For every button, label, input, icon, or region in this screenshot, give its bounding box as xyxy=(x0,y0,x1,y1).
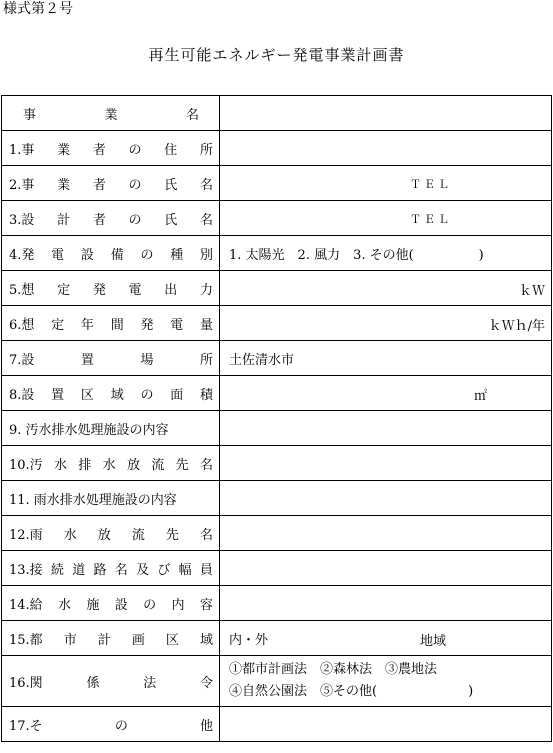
field-label xyxy=(2,621,220,656)
field-label xyxy=(2,131,220,166)
field-value[interactable] xyxy=(220,341,552,376)
label-text: 10.汚 xyxy=(9,457,43,473)
label-text: 11. 雨水排水処理施設の内容 xyxy=(9,492,177,508)
label-text: 水 xyxy=(54,457,68,473)
field-value[interactable] xyxy=(220,271,552,306)
field-value[interactable] xyxy=(220,516,552,551)
label-text: 放 xyxy=(126,457,140,473)
plan-form-table xyxy=(1,95,552,742)
label-text: 先 xyxy=(165,527,179,543)
form-row xyxy=(2,271,552,306)
label-text: 員 xyxy=(199,562,213,578)
field-value[interactable] xyxy=(220,306,552,341)
field-label xyxy=(2,551,220,586)
form-row xyxy=(2,446,552,481)
label-text: 計 xyxy=(97,632,111,648)
field-value[interactable] xyxy=(220,411,552,446)
field-value[interactable] xyxy=(220,551,552,586)
label-text: 画 xyxy=(131,632,145,648)
label-text: 施 xyxy=(86,597,100,613)
label-text: 名 xyxy=(199,457,213,473)
label-text: 名 xyxy=(199,212,213,228)
form-row xyxy=(2,376,552,411)
field-label xyxy=(2,516,220,551)
field-value[interactable] xyxy=(220,376,552,411)
label-text: 出 xyxy=(164,282,178,298)
label-text: 所 xyxy=(199,352,213,368)
label-text: 区 xyxy=(80,387,94,403)
label-text: 名 xyxy=(199,527,213,543)
label-text: 設 xyxy=(114,597,128,613)
field-value[interactable] xyxy=(220,201,552,236)
form-row xyxy=(2,586,552,621)
label-text: 電 xyxy=(128,282,142,298)
label-text: 流 xyxy=(131,527,145,543)
label-text: 発 xyxy=(92,282,106,298)
field-label xyxy=(2,446,220,481)
label-text: 13.接 xyxy=(9,562,43,578)
label-text: 水 xyxy=(102,457,116,473)
label-text: 間 xyxy=(110,317,124,333)
label-text: の xyxy=(128,177,142,193)
form-row xyxy=(2,96,552,131)
label-text: 名 xyxy=(114,562,128,578)
label-text: 他 xyxy=(199,718,213,734)
field-label xyxy=(2,271,220,306)
label-text: 4.発 xyxy=(9,247,35,263)
label-text: 業 xyxy=(57,142,71,158)
label-text: 氏 xyxy=(164,177,178,193)
label-text: 7.設 xyxy=(9,352,35,368)
label-text: 容 xyxy=(199,597,213,613)
label-text: 1.事 xyxy=(9,142,35,158)
tel-label: ＴＥＬ xyxy=(410,213,452,226)
field-value[interactable] xyxy=(220,621,552,656)
label-text: 及 xyxy=(136,562,150,578)
unit-label: ｋＷ xyxy=(518,284,545,299)
form-row xyxy=(2,707,552,742)
label-text: 水 xyxy=(63,527,77,543)
form-row xyxy=(2,166,552,201)
label-text: 9. 汚水排水処理施設の内容 xyxy=(9,422,169,438)
label-text: 令 xyxy=(199,675,213,691)
field-value[interactable] xyxy=(220,707,552,742)
field-label xyxy=(2,481,220,516)
label-text: 置 xyxy=(51,387,65,403)
label-text: 係 xyxy=(86,675,100,691)
label-text: 住 xyxy=(164,142,178,158)
label-text: 力 xyxy=(199,282,213,298)
label-text: 年 xyxy=(80,317,94,333)
label-text: 市 xyxy=(63,632,77,648)
label-text: 設 xyxy=(80,247,94,263)
field-value[interactable] xyxy=(220,586,552,621)
label-text: 積 xyxy=(199,387,213,403)
field-label xyxy=(2,586,220,621)
label-text: の xyxy=(140,387,154,403)
label-text: 14.給 xyxy=(9,597,43,613)
field-value[interactable] xyxy=(220,166,552,201)
form-row xyxy=(2,551,552,586)
field-label xyxy=(2,656,220,707)
label-text: 名 xyxy=(199,177,213,193)
label-text: 氏 xyxy=(164,212,178,228)
field-value[interactable] xyxy=(220,236,552,271)
label-text: 内 xyxy=(171,597,185,613)
unit-label: ｋＷｈ/年 xyxy=(488,319,545,334)
label-text: 備 xyxy=(110,247,124,263)
label-text: 置 xyxy=(80,352,94,368)
field-value[interactable] xyxy=(220,656,552,707)
label-text: 域 xyxy=(199,632,213,648)
label-text: 流 xyxy=(151,457,165,473)
label-text: 17.そ xyxy=(9,718,43,734)
label-text: 者 xyxy=(92,142,106,158)
form-row xyxy=(2,621,552,656)
label-text: 域 xyxy=(110,387,124,403)
label-text: 定 xyxy=(51,317,65,333)
label-text: 続 xyxy=(50,562,64,578)
form-row xyxy=(2,656,552,707)
label-text: 先 xyxy=(175,457,189,473)
law-options-line: ④自然公園法 ⑤その他( ) xyxy=(229,684,474,699)
form-row xyxy=(2,411,552,446)
label-text: 電 xyxy=(51,247,65,263)
field-label xyxy=(2,236,220,271)
form-row xyxy=(2,481,552,516)
label-text: 種 xyxy=(170,247,184,263)
law-options-line: ①都市計画法 ②森林法 ③農地法 xyxy=(229,662,438,677)
area-suffix: 地域 xyxy=(420,634,447,649)
field-label xyxy=(2,201,220,236)
label-text: 別 xyxy=(199,247,213,263)
label-text: 道 xyxy=(72,562,86,578)
document-title: 再生可能エネルギー発電事業計画書 xyxy=(148,46,405,64)
label-text: 所 xyxy=(199,142,213,158)
label-text: 3.設 xyxy=(9,212,35,228)
field-value[interactable] xyxy=(220,96,552,131)
field-label xyxy=(2,96,220,131)
label-text: 16.関 xyxy=(9,675,43,691)
value-text: 内・外 xyxy=(229,632,269,648)
field-label xyxy=(2,341,220,376)
form-number: 様式第２号 xyxy=(3,1,73,17)
label-text: 6.想 xyxy=(9,317,35,333)
field-value[interactable] xyxy=(220,481,552,516)
label-text: 12.雨 xyxy=(9,527,43,543)
label-text: 法 xyxy=(143,675,157,691)
label-text: の xyxy=(128,212,142,228)
form-row xyxy=(2,201,552,236)
field-label xyxy=(2,376,220,411)
label-text: 計 xyxy=(57,212,71,228)
field-label xyxy=(2,166,220,201)
form-row xyxy=(2,131,552,166)
label-text: 水 xyxy=(58,597,72,613)
label-text: 面 xyxy=(170,387,184,403)
tel-label: ＴＥＬ xyxy=(410,178,452,191)
value-text: 1. 太陽光 2. 風力 3. その他( ) xyxy=(229,247,484,263)
label-text: 放 xyxy=(97,527,111,543)
label-text: 5.想 xyxy=(9,282,35,298)
label-text: 業 xyxy=(104,107,118,123)
label-text: 事 xyxy=(23,107,37,123)
field-value[interactable] xyxy=(220,131,552,166)
field-label xyxy=(2,306,220,341)
label-text: 区 xyxy=(165,632,179,648)
label-text: 名 xyxy=(185,107,199,123)
field-label xyxy=(2,707,220,742)
label-text: の xyxy=(114,718,128,734)
field-value[interactable] xyxy=(220,446,552,481)
form-row xyxy=(2,341,552,376)
label-text: 定 xyxy=(57,282,71,298)
label-text: 路 xyxy=(93,562,107,578)
field-label xyxy=(2,411,220,446)
label-text: び xyxy=(157,562,171,578)
label-text: 15.都 xyxy=(9,632,43,648)
label-text: 量 xyxy=(199,317,213,333)
label-text: 者 xyxy=(92,212,106,228)
form-row xyxy=(2,236,552,271)
label-text: 2.事 xyxy=(9,177,35,193)
label-text: 場 xyxy=(140,352,154,368)
form-row xyxy=(2,306,552,341)
label-text: 電 xyxy=(170,317,184,333)
label-text: 排 xyxy=(78,457,92,473)
label-text: の xyxy=(140,247,154,263)
value-text: 土佐清水市 xyxy=(229,352,295,368)
unit-label: ㎡ xyxy=(473,389,487,404)
label-text: 業 xyxy=(57,177,71,193)
label-text: 発 xyxy=(140,317,154,333)
label-text: 8.設 xyxy=(9,387,35,403)
form-row xyxy=(2,516,552,551)
label-text: の xyxy=(128,142,142,158)
label-text: 幅 xyxy=(178,562,192,578)
label-text: の xyxy=(143,597,157,613)
label-text: 者 xyxy=(92,177,106,193)
